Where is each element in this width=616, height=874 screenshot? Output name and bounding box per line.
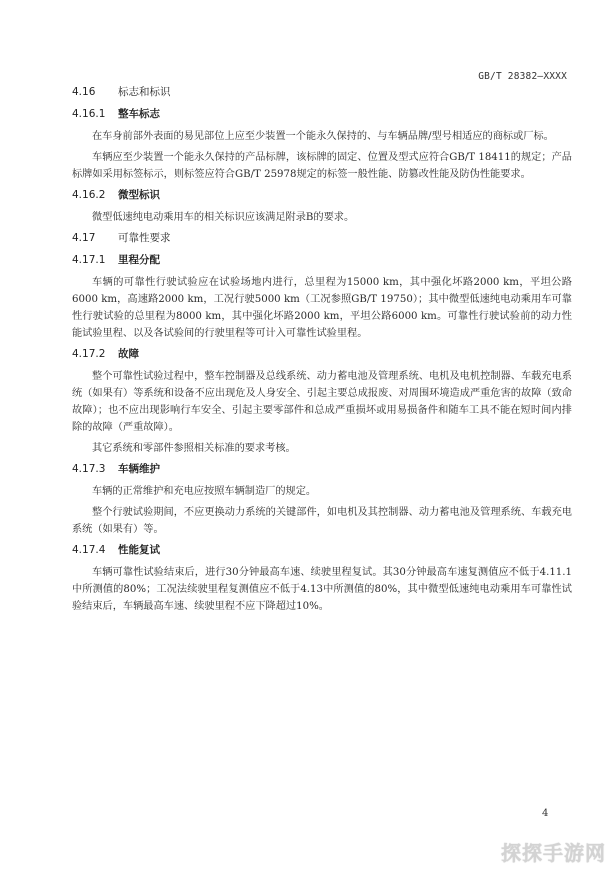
subsection-heading-4-17-2 [72, 346, 572, 362]
subsection-title: 车辆维护 [118, 463, 160, 475]
paragraph: 车辆的正常维护和充电应按照车辆制造厂的规定。 [92, 486, 317, 497]
subsection-title: 故障 [118, 348, 139, 360]
document-body [72, 84, 572, 619]
subsection-heading-4-17-1 [72, 252, 572, 268]
subsection-heading-4-17-4 [72, 542, 572, 558]
subsection-number: 4.16.1 [72, 108, 106, 120]
section-heading-4-16 [72, 84, 572, 100]
paragraph: 整个行驶试验期间，不应更换动力系统的关键部件，如电机及其控制器、动力蓄电池及管理系统、车载充电系统（如果有）等。 [72, 507, 572, 535]
page-number: 4 [542, 808, 549, 819]
subsection-number: 4.17.2 [72, 348, 106, 360]
paragraph: 微型低速纯电动乘用车的相关标识应该满足附录B的要求。 [92, 212, 355, 223]
paragraph: 车辆可靠性试验结束后，进行30分钟最高车速、续驶里程复试。其30分钟最高车速复测值应不低于4.11.1中所测值的80%；工况法续驶里程复测值应不低于4.13中所测值的80%，其中微型低速纯电动乘用车可靠性试验结束后，车辆最高车速、续驶里程不应下降超过10%。 [72, 567, 572, 612]
paragraph: 在车身前部外表面的易见部位上应至少装置一个能永久保持的、与车辆品牌/型号相适应的商标或厂标。 [92, 131, 554, 142]
subsection-number: 4.17.4 [72, 544, 106, 556]
subsection-number: 4.17.1 [72, 254, 106, 266]
paragraph: 整个可靠性试验过程中，整车控制器及总线系统、动力蓄电池及管理系统、电机及电机控制器、车载充电系统（如果有）等系统和设备不应出现危及人身安全、引起主要总成报废、对周围环境造成严重危害的故障（致命故障）；也不应出现影响行车安全、引起主要零部件和总成严重损坏或用易损备件和随车工具不能在短时间内排除的故障（严重故障）。 [72, 371, 572, 433]
paragraph: 车辆应至少装置一个能永久保持的产品标牌，该标牌的固定、位置及型式应符合GB/T 18411的规定；产品标牌如采用标签标示，则标签应符合GB/T 25978规定的标签一般性能、防篡改性能及防伪性能要求。 [72, 152, 572, 180]
standard-number: GB/T 28382—XXXX [478, 71, 567, 82]
paragraph: 车辆的可靠性行驶试验应在试验场地内进行，总里程为15000 km，其中强化坏路2000 km，平坦公路6000 km，高速路2000 km，工况行驶5000 km（工况参照GB/T 19750）；其中微型低速纯电动乘用车可靠性行驶试验的总里程为8000 km，其中强化坏路2000 km，平坦公路6000 km。可靠性行驶试验前的动力性能试验里程、以及各试验间的行驶里程等可计入可靠性试验里程。 [72, 277, 572, 339]
watermark-logo: 探探手游网 [501, 841, 606, 865]
paragraph: 其它系统和零部件参照相关标准的要求考核。 [92, 443, 296, 454]
subsection-heading-4-17-3 [72, 461, 572, 477]
subsection-number: 4.17.3 [72, 463, 106, 475]
section-title: 可靠性要求 [118, 232, 171, 244]
subsection-title: 里程分配 [118, 254, 160, 266]
subsection-heading-4-16-1 [72, 106, 572, 122]
subsection-title: 整车标志 [118, 108, 160, 120]
subsection-title: 微型标识 [118, 189, 160, 201]
section-number: 4.17 [72, 232, 96, 244]
subsection-number: 4.16.2 [72, 189, 106, 201]
section-number: 4.16 [72, 86, 96, 98]
subsection-title: 性能复试 [118, 544, 160, 556]
section-heading-4-17 [72, 230, 572, 246]
section-title: 标志和标识 [118, 86, 171, 98]
subsection-heading-4-16-2 [72, 187, 572, 203]
